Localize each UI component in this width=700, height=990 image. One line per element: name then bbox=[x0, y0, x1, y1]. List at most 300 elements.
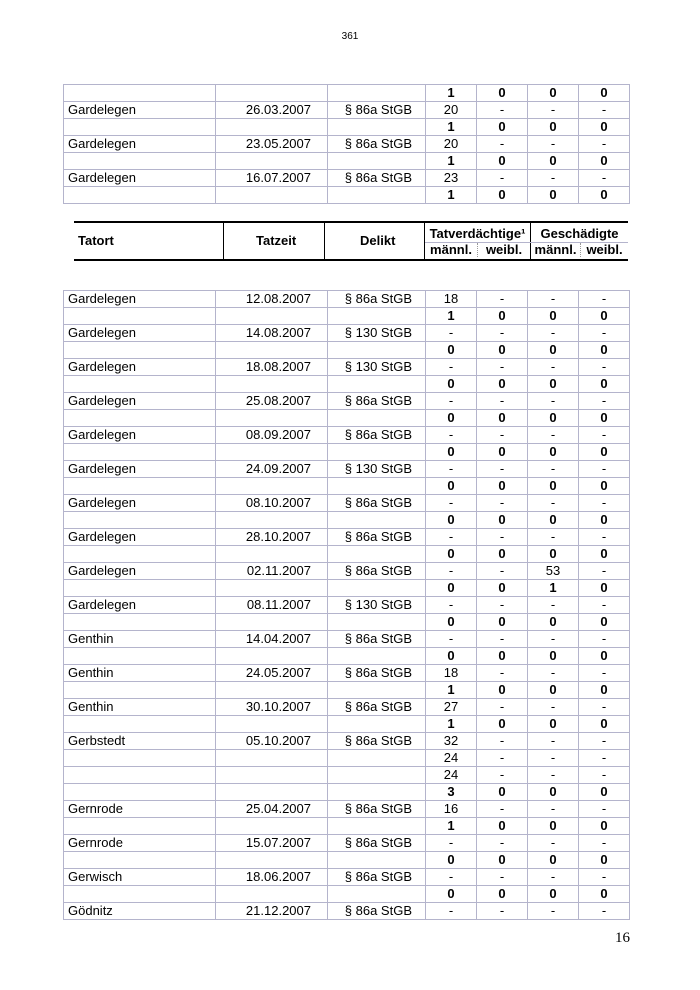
table-row bbox=[64, 563, 630, 580]
table-row bbox=[64, 546, 630, 563]
tatort-cell bbox=[64, 187, 216, 204]
tv-maennl-cell: 0 bbox=[426, 648, 477, 665]
table-row bbox=[64, 291, 630, 308]
tv-maennl-cell: 23 bbox=[426, 170, 477, 187]
tatort-cell bbox=[64, 308, 216, 325]
tatzeit-cell: 23.05.2007 bbox=[216, 136, 328, 153]
g-weibl-cell: 0 bbox=[579, 308, 630, 325]
g-weibl-cell: 0 bbox=[579, 85, 630, 102]
g-maennl-cell: - bbox=[528, 597, 579, 614]
tv-weibl-cell: - bbox=[477, 563, 528, 580]
tatzeit-cell bbox=[216, 187, 328, 204]
tatzeit-cell bbox=[216, 119, 328, 136]
table-row bbox=[64, 461, 630, 478]
tv-maennl-cell: - bbox=[426, 393, 477, 410]
page-number-bottom: 16 bbox=[615, 930, 630, 946]
delikt-cell: § 86a StGB bbox=[328, 495, 426, 512]
tv-weibl-cell: - bbox=[477, 801, 528, 818]
g-maennl-cell: - bbox=[528, 359, 579, 376]
tv-weibl-cell: - bbox=[477, 699, 528, 716]
table-row bbox=[64, 648, 630, 665]
g-maennl-cell: 0 bbox=[528, 784, 579, 801]
tatort-cell: Gardelegen bbox=[64, 359, 216, 376]
tatzeit-cell bbox=[216, 750, 328, 767]
tatort-cell bbox=[64, 478, 216, 495]
tatort-cell bbox=[64, 767, 216, 784]
g-weibl-cell: - bbox=[579, 102, 630, 119]
delikt-cell: § 86a StGB bbox=[328, 393, 426, 410]
delikt-cell bbox=[328, 444, 426, 461]
tv-weibl-cell: - bbox=[477, 835, 528, 852]
tatort-cell bbox=[64, 648, 216, 665]
g-weibl-cell: - bbox=[579, 750, 630, 767]
g-weibl-cell: - bbox=[579, 495, 630, 512]
tatzeit-cell bbox=[216, 682, 328, 699]
tatort-cell: Gardelegen bbox=[64, 563, 216, 580]
tatort-cell: Gernrode bbox=[64, 801, 216, 818]
table-row bbox=[64, 427, 630, 444]
g-maennl-cell: - bbox=[528, 170, 579, 187]
g-maennl-cell: - bbox=[528, 529, 579, 546]
g-weibl-cell: - bbox=[579, 801, 630, 818]
tatort-cell bbox=[64, 852, 216, 869]
g-weibl-cell: 0 bbox=[579, 342, 630, 359]
tatzeit-cell: 25.08.2007 bbox=[216, 393, 328, 410]
tv-weibl-cell: 0 bbox=[477, 376, 528, 393]
tatzeit-cell bbox=[216, 614, 328, 631]
g-maennl-cell: 0 bbox=[528, 614, 579, 631]
g-weibl-cell: - bbox=[579, 529, 630, 546]
tatzeit-cell bbox=[216, 85, 328, 102]
g-weibl-cell: - bbox=[579, 903, 630, 920]
page-number-top: 361 bbox=[341, 31, 359, 42]
table-row bbox=[64, 308, 630, 325]
tv-maennl-cell: 1 bbox=[426, 818, 477, 835]
g-weibl-cell: 0 bbox=[579, 512, 630, 529]
delikt-cell bbox=[328, 85, 426, 102]
g-maennl-cell: - bbox=[528, 325, 579, 342]
tatort-cell: Gardelegen bbox=[64, 393, 216, 410]
g-weibl-cell: 0 bbox=[579, 818, 630, 835]
g-maennl-cell: - bbox=[528, 733, 579, 750]
tv-weibl-cell: - bbox=[477, 359, 528, 376]
tv-maennl-cell: 0 bbox=[426, 410, 477, 427]
delikt-cell bbox=[328, 750, 426, 767]
tatort-cell: Gardelegen bbox=[64, 325, 216, 342]
g-maennl-cell: 0 bbox=[528, 478, 579, 495]
table-row bbox=[64, 136, 630, 153]
g-maennl-cell: 0 bbox=[528, 444, 579, 461]
g-weibl-cell: 0 bbox=[579, 478, 630, 495]
g-maennl-cell: 0 bbox=[528, 410, 579, 427]
tatzeit-cell bbox=[216, 512, 328, 529]
tatzeit-cell: 16.07.2007 bbox=[216, 170, 328, 187]
tatort-cell bbox=[64, 886, 216, 903]
tv-maennl-cell: 1 bbox=[426, 85, 477, 102]
tatort-cell bbox=[64, 119, 216, 136]
table-row bbox=[64, 682, 630, 699]
g-weibl-cell: - bbox=[579, 393, 630, 410]
g-weibl-cell: - bbox=[579, 835, 630, 852]
tv-maennl-cell: 18 bbox=[426, 291, 477, 308]
delikt-cell bbox=[328, 682, 426, 699]
tatort-cell bbox=[64, 682, 216, 699]
delikt-cell bbox=[328, 410, 426, 427]
tv-weibl-cell: - bbox=[477, 869, 528, 886]
tv-weibl-cell: - bbox=[477, 102, 528, 119]
tv-maennl-cell: - bbox=[426, 631, 477, 648]
tv-maennl-cell: 20 bbox=[426, 102, 477, 119]
tatzeit-cell: 24.05.2007 bbox=[216, 665, 328, 682]
g-weibl-cell: 0 bbox=[579, 410, 630, 427]
g-maennl-cell: 0 bbox=[528, 85, 579, 102]
tv-maennl-cell: 0 bbox=[426, 886, 477, 903]
tatort-cell bbox=[64, 716, 216, 733]
delikt-cell: § 86a StGB bbox=[328, 291, 426, 308]
tv-weibl-cell: - bbox=[477, 427, 528, 444]
tv-weibl-cell: - bbox=[477, 767, 528, 784]
tv-maennl-cell: 3 bbox=[426, 784, 477, 801]
table-row bbox=[64, 699, 630, 716]
tv-weibl-cell: - bbox=[477, 665, 528, 682]
tatzeit-cell bbox=[216, 153, 328, 170]
tatort-cell: Gardelegen bbox=[64, 170, 216, 187]
tv-maennl-cell: 0 bbox=[426, 376, 477, 393]
delikt-cell bbox=[328, 478, 426, 495]
tatzeit-cell: 24.09.2007 bbox=[216, 461, 328, 478]
tatort-cell bbox=[64, 153, 216, 170]
tatzeit-cell bbox=[216, 308, 328, 325]
tv-weibl-cell: - bbox=[477, 733, 528, 750]
tv-weibl-cell: 0 bbox=[477, 784, 528, 801]
delikt-cell: § 130 StGB bbox=[328, 359, 426, 376]
tatort-cell: Gerbstedt bbox=[64, 733, 216, 750]
g-maennl-cell: 0 bbox=[528, 682, 579, 699]
tatort-cell bbox=[64, 376, 216, 393]
tatort-cell bbox=[64, 818, 216, 835]
g-maennl-cell: 0 bbox=[528, 716, 579, 733]
tv-maennl-cell: 32 bbox=[426, 733, 477, 750]
g-weibl-cell: - bbox=[579, 767, 630, 784]
tatzeit-cell bbox=[216, 852, 328, 869]
tv-weibl-cell: - bbox=[477, 529, 528, 546]
tv-weibl-cell: 0 bbox=[477, 444, 528, 461]
header-tatort: Tatort bbox=[78, 233, 114, 248]
tatzeit-cell: 18.06.2007 bbox=[216, 869, 328, 886]
g-maennl-cell: 0 bbox=[528, 119, 579, 136]
tv-maennl-cell: 0 bbox=[426, 580, 477, 597]
tv-weibl-cell: - bbox=[477, 903, 528, 920]
table-row bbox=[64, 187, 630, 204]
tv-maennl-cell: 1 bbox=[426, 308, 477, 325]
table-row bbox=[64, 801, 630, 818]
tv-maennl-cell: - bbox=[426, 869, 477, 886]
delikt-cell bbox=[328, 546, 426, 563]
delikt-cell: § 86a StGB bbox=[328, 102, 426, 119]
header-g-maennl: männl. bbox=[534, 242, 577, 257]
g-weibl-cell: 0 bbox=[579, 886, 630, 903]
tatzeit-cell bbox=[216, 444, 328, 461]
delikt-cell: § 86a StGB bbox=[328, 631, 426, 648]
tatort-cell bbox=[64, 546, 216, 563]
header-tatzeit: Tatzeit bbox=[256, 233, 297, 248]
tv-maennl-cell: - bbox=[426, 461, 477, 478]
g-maennl-cell: - bbox=[528, 291, 579, 308]
tatzeit-cell: 28.10.2007 bbox=[216, 529, 328, 546]
table-row bbox=[64, 716, 630, 733]
tv-maennl-cell: - bbox=[426, 359, 477, 376]
delikt-cell bbox=[328, 376, 426, 393]
g-weibl-cell: - bbox=[579, 733, 630, 750]
delikt-cell: § 86a StGB bbox=[328, 801, 426, 818]
tatzeit-cell: 21.12.2007 bbox=[216, 903, 328, 920]
table-row bbox=[64, 903, 630, 920]
g-weibl-cell: - bbox=[579, 631, 630, 648]
tatzeit-cell: 05.10.2007 bbox=[216, 733, 328, 750]
tv-weibl-cell: - bbox=[477, 631, 528, 648]
tv-weibl-cell: 0 bbox=[477, 308, 528, 325]
tatzeit-cell: 25.04.2007 bbox=[216, 801, 328, 818]
delikt-cell: § 86a StGB bbox=[328, 699, 426, 716]
tatort-cell: Gernrode bbox=[64, 835, 216, 852]
tatzeit-cell bbox=[216, 546, 328, 563]
tv-maennl-cell: - bbox=[426, 495, 477, 512]
g-weibl-cell: 0 bbox=[579, 153, 630, 170]
g-weibl-cell: - bbox=[579, 869, 630, 886]
g-maennl-cell: 0 bbox=[528, 648, 579, 665]
tv-weibl-cell: 0 bbox=[477, 153, 528, 170]
tv-weibl-cell: 0 bbox=[477, 852, 528, 869]
table-continued bbox=[63, 84, 630, 204]
delikt-cell bbox=[328, 308, 426, 325]
tatzeit-cell bbox=[216, 342, 328, 359]
delikt-cell bbox=[328, 119, 426, 136]
tv-maennl-cell: - bbox=[426, 563, 477, 580]
tatzeit-cell bbox=[216, 886, 328, 903]
tatzeit-cell bbox=[216, 410, 328, 427]
tv-weibl-cell: - bbox=[477, 750, 528, 767]
g-weibl-cell: 0 bbox=[579, 614, 630, 631]
tv-weibl-cell: 0 bbox=[477, 342, 528, 359]
tv-maennl-cell: 18 bbox=[426, 665, 477, 682]
tatzeit-cell bbox=[216, 580, 328, 597]
g-maennl-cell: 0 bbox=[528, 818, 579, 835]
tv-weibl-cell: - bbox=[477, 495, 528, 512]
table-row bbox=[64, 376, 630, 393]
tatzeit-cell: 14.08.2007 bbox=[216, 325, 328, 342]
delikt-cell bbox=[328, 342, 426, 359]
header-delikt: Delikt bbox=[360, 233, 396, 248]
tv-weibl-cell: - bbox=[477, 325, 528, 342]
delikt-cell bbox=[328, 886, 426, 903]
table-row bbox=[64, 444, 630, 461]
tv-weibl-cell: 0 bbox=[477, 716, 528, 733]
table-row bbox=[64, 529, 630, 546]
delikt-cell: § 86a StGB bbox=[328, 733, 426, 750]
header-g-weibl: weibl. bbox=[586, 242, 623, 257]
tv-maennl-cell: 24 bbox=[426, 767, 477, 784]
g-maennl-cell: - bbox=[528, 767, 579, 784]
g-maennl-cell: - bbox=[528, 699, 579, 716]
tv-weibl-cell: 0 bbox=[477, 85, 528, 102]
tatzeit-cell: 18.08.2007 bbox=[216, 359, 328, 376]
tv-maennl-cell: - bbox=[426, 835, 477, 852]
tatort-cell: Gardelegen bbox=[64, 495, 216, 512]
tatort-cell bbox=[64, 580, 216, 597]
tv-weibl-cell: 0 bbox=[477, 512, 528, 529]
tv-weibl-cell: 0 bbox=[477, 580, 528, 597]
delikt-cell bbox=[328, 187, 426, 204]
g-maennl-cell: - bbox=[528, 393, 579, 410]
tv-weibl-cell: 0 bbox=[477, 818, 528, 835]
delikt-cell bbox=[328, 580, 426, 597]
tatort-cell: Gardelegen bbox=[64, 461, 216, 478]
delikt-cell bbox=[328, 648, 426, 665]
g-weibl-cell: 0 bbox=[579, 648, 630, 665]
g-weibl-cell: 0 bbox=[579, 784, 630, 801]
tatzeit-cell: 15.07.2007 bbox=[216, 835, 328, 852]
table-main bbox=[63, 290, 630, 920]
tatzeit-cell: 30.10.2007 bbox=[216, 699, 328, 716]
tatort-cell: Genthin bbox=[64, 699, 216, 716]
table-row bbox=[64, 478, 630, 495]
g-maennl-cell: - bbox=[528, 869, 579, 886]
tv-maennl-cell: 0 bbox=[426, 444, 477, 461]
tatort-cell: Gardelegen bbox=[64, 427, 216, 444]
g-weibl-cell: 0 bbox=[579, 580, 630, 597]
tatort-cell bbox=[64, 410, 216, 427]
table-row bbox=[64, 512, 630, 529]
tatort-cell: Gardelegen bbox=[64, 597, 216, 614]
tv-maennl-cell: 0 bbox=[426, 852, 477, 869]
g-weibl-cell: 0 bbox=[579, 852, 630, 869]
tv-weibl-cell: - bbox=[477, 291, 528, 308]
tatort-cell: Gardelegen bbox=[64, 102, 216, 119]
table-row bbox=[64, 359, 630, 376]
g-weibl-cell: - bbox=[579, 291, 630, 308]
header-geschaedigte: Geschädigte bbox=[540, 226, 619, 241]
tv-maennl-cell: 16 bbox=[426, 801, 477, 818]
table-row bbox=[64, 818, 630, 835]
g-weibl-cell: 0 bbox=[579, 119, 630, 136]
delikt-cell bbox=[328, 818, 426, 835]
g-weibl-cell: - bbox=[579, 136, 630, 153]
g-weibl-cell: - bbox=[579, 325, 630, 342]
tatort-cell: Gardelegen bbox=[64, 291, 216, 308]
g-maennl-cell: - bbox=[528, 665, 579, 682]
delikt-cell bbox=[328, 614, 426, 631]
delikt-cell bbox=[328, 784, 426, 801]
delikt-cell bbox=[328, 767, 426, 784]
g-maennl-cell: 0 bbox=[528, 512, 579, 529]
g-weibl-cell: - bbox=[579, 699, 630, 716]
tatort-cell: Gerwisch bbox=[64, 869, 216, 886]
g-weibl-cell: - bbox=[579, 597, 630, 614]
g-maennl-cell: 0 bbox=[528, 308, 579, 325]
tv-maennl-cell: 0 bbox=[426, 546, 477, 563]
table-row bbox=[64, 495, 630, 512]
tatort-cell bbox=[64, 342, 216, 359]
tv-maennl-cell: - bbox=[426, 529, 477, 546]
table-row bbox=[64, 325, 630, 342]
tv-weibl-cell: 0 bbox=[477, 682, 528, 699]
tatzeit-cell bbox=[216, 478, 328, 495]
table-row bbox=[64, 85, 630, 102]
tv-maennl-cell: 0 bbox=[426, 478, 477, 495]
table-row bbox=[64, 852, 630, 869]
tv-maennl-cell: 0 bbox=[426, 512, 477, 529]
delikt-cell: § 130 StGB bbox=[328, 597, 426, 614]
header-tv-weibl: weibl. bbox=[485, 242, 523, 257]
tv-maennl-cell: 1 bbox=[426, 119, 477, 136]
tv-maennl-cell: 1 bbox=[426, 187, 477, 204]
g-maennl-cell: 0 bbox=[528, 852, 579, 869]
table-row bbox=[64, 631, 630, 648]
tatzeit-cell: 26.03.2007 bbox=[216, 102, 328, 119]
tv-maennl-cell: 27 bbox=[426, 699, 477, 716]
g-maennl-cell: - bbox=[528, 102, 579, 119]
tatort-cell bbox=[64, 512, 216, 529]
g-weibl-cell: 0 bbox=[579, 187, 630, 204]
delikt-cell: § 130 StGB bbox=[328, 325, 426, 342]
g-maennl-cell: 0 bbox=[528, 187, 579, 204]
g-maennl-cell: - bbox=[528, 136, 579, 153]
tatort-cell bbox=[64, 750, 216, 767]
g-maennl-cell: 0 bbox=[528, 342, 579, 359]
tv-weibl-cell: - bbox=[477, 170, 528, 187]
tatort-cell: Gardelegen bbox=[64, 529, 216, 546]
g-maennl-cell: - bbox=[528, 903, 579, 920]
tatzeit-cell bbox=[216, 716, 328, 733]
g-maennl-cell: - bbox=[528, 835, 579, 852]
g-maennl-cell: - bbox=[528, 461, 579, 478]
tv-weibl-cell: 0 bbox=[477, 546, 528, 563]
g-maennl-cell: 1 bbox=[528, 580, 579, 597]
table-row bbox=[64, 869, 630, 886]
column-header bbox=[74, 221, 628, 261]
delikt-cell: § 86a StGB bbox=[328, 563, 426, 580]
tatort-cell bbox=[64, 444, 216, 461]
g-weibl-cell: 0 bbox=[579, 546, 630, 563]
g-maennl-cell: 53 bbox=[528, 563, 579, 580]
tv-maennl-cell: 1 bbox=[426, 153, 477, 170]
table-row bbox=[64, 614, 630, 631]
delikt-cell: § 86a StGB bbox=[328, 136, 426, 153]
table-row bbox=[64, 102, 630, 119]
g-maennl-cell: 0 bbox=[528, 376, 579, 393]
table-row bbox=[64, 767, 630, 784]
tatzeit-cell bbox=[216, 376, 328, 393]
table-row bbox=[64, 665, 630, 682]
delikt-cell: § 130 StGB bbox=[328, 461, 426, 478]
g-weibl-cell: 0 bbox=[579, 376, 630, 393]
delikt-cell bbox=[328, 716, 426, 733]
tatort-cell: Genthin bbox=[64, 631, 216, 648]
header-tv-maennl: männl. bbox=[430, 242, 472, 257]
g-weibl-cell: - bbox=[579, 461, 630, 478]
tatzeit-cell bbox=[216, 784, 328, 801]
g-maennl-cell: - bbox=[528, 495, 579, 512]
table-row bbox=[64, 597, 630, 614]
table-row bbox=[64, 170, 630, 187]
g-maennl-cell: 0 bbox=[528, 153, 579, 170]
tv-maennl-cell: 20 bbox=[426, 136, 477, 153]
tv-maennl-cell: 0 bbox=[426, 342, 477, 359]
tatort-cell: Gödnitz bbox=[64, 903, 216, 920]
table-row bbox=[64, 153, 630, 170]
table-row bbox=[64, 580, 630, 597]
tv-weibl-cell: - bbox=[477, 136, 528, 153]
